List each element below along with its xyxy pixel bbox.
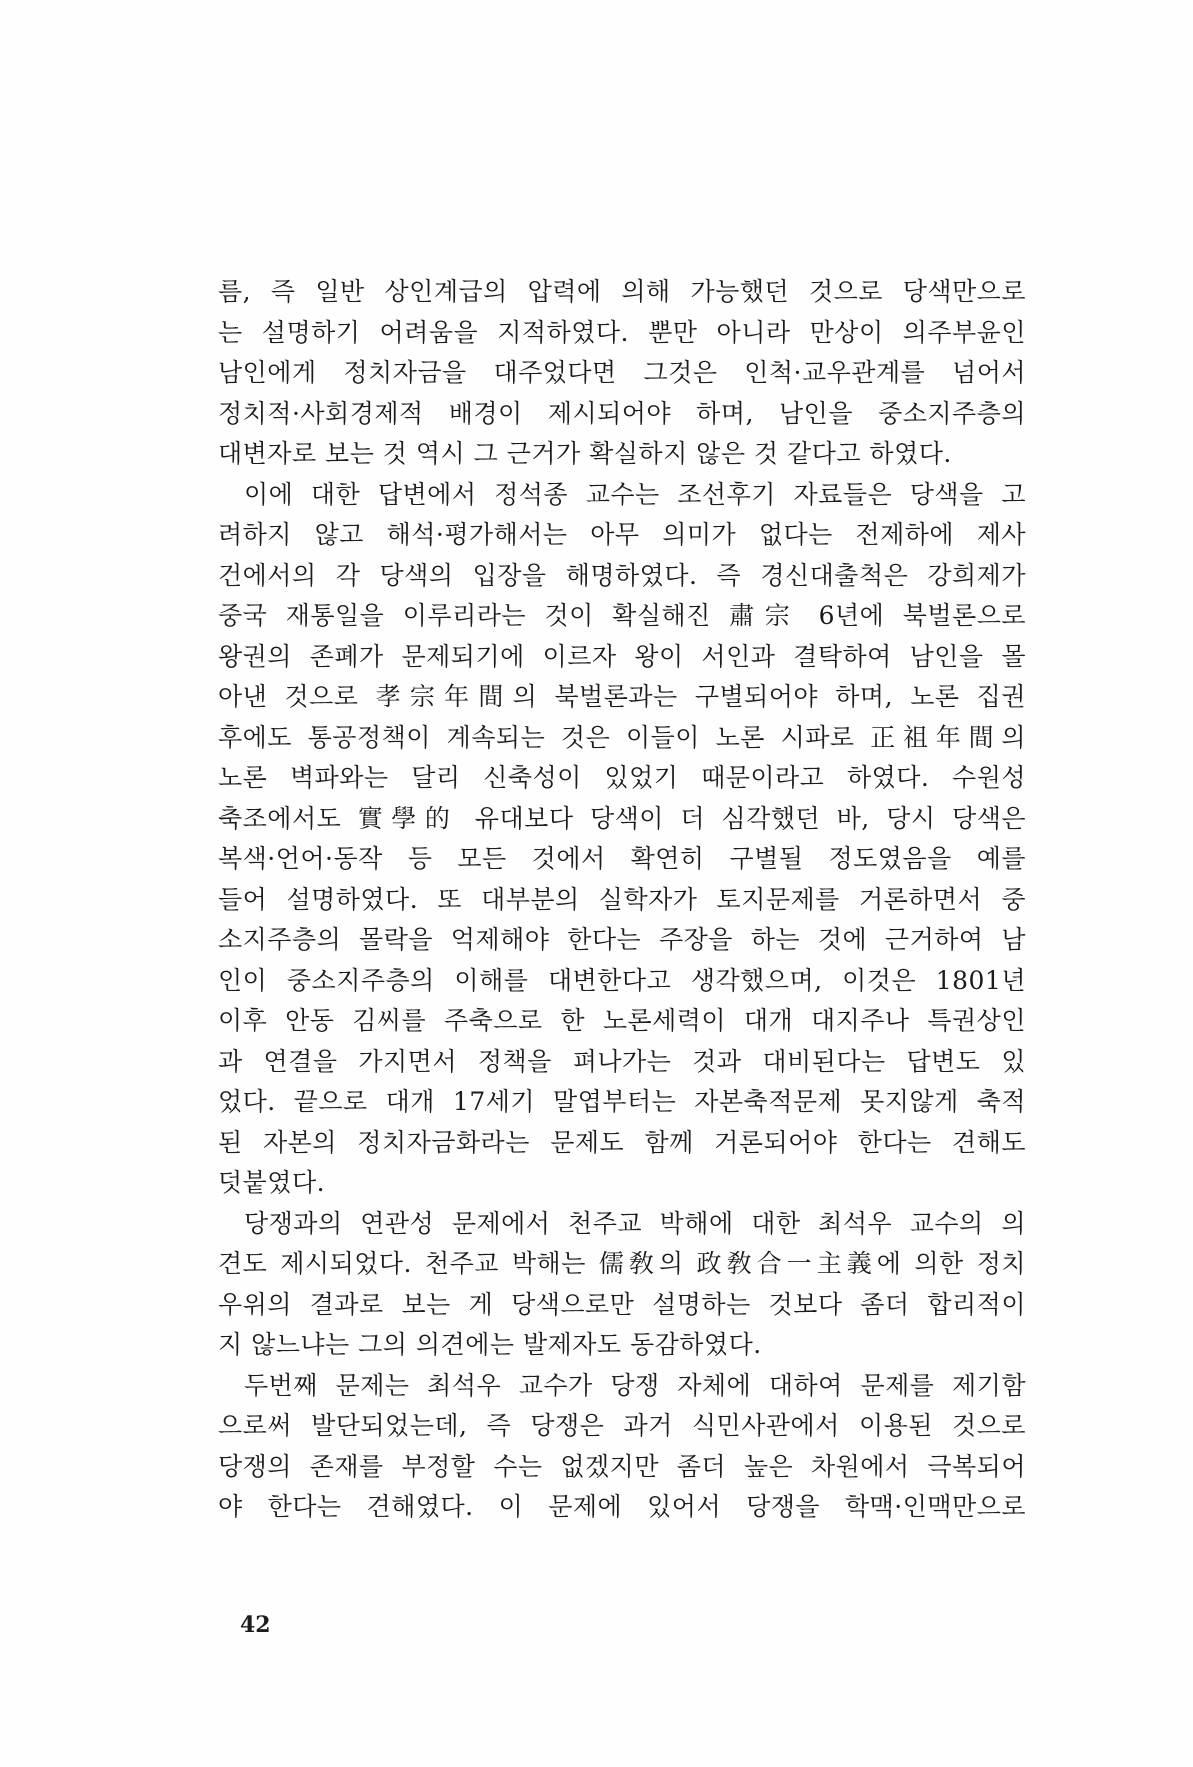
text-line: 남인에게 정치자금을 대주었다면 그것은 인척·교우관계를 넘어서 — [218, 358, 1026, 387]
text-line: 으로써 발단되었는데, 즉 당쟁은 과거 식민사관에서 이용된 것으로 — [218, 1411, 1026, 1440]
text-line: 덧붙였다. — [218, 1168, 326, 1197]
text-line: 노론 벽파와는 달리 신축성이 있었기 때문이라고 하였다. 수원성 — [218, 763, 1026, 792]
text-line: 우위의 결과로 보는 게 당색으로만 설명하는 것보다 좀더 합리적이 — [218, 1289, 1026, 1319]
text-line: 축조에서도 實學的 유대보다 당색이 더 심각했던 바, 당시 당색은 — [218, 803, 1026, 833]
text-line: 과 연결을 가지면서 정책을 펴나가는 것과 대비된다는 답변도 있 — [218, 1046, 1026, 1076]
text-line: 된 자본의 정치자금화라는 문제도 함께 거론되어야 한다는 견해도 — [218, 1127, 1026, 1157]
text-line: 지 않느냐는 그의 의견에는 발제자도 동감하였다. — [218, 1330, 762, 1359]
text-line: 당쟁의 존재를 부정할 수는 없겠지만 좀더 높은 차원에서 극복되어 — [218, 1451, 1026, 1481]
text-line: 야 한다는 견해였다. 이 문제에 있어서 당쟁을 학맥·인맥만으로 — [218, 1492, 1026, 1521]
body-text — [218, 272, 1026, 1528]
text-line: 당쟁과의 연관성 문제에서 천주교 박해에 대한 최석우 교수의 의 — [244, 1208, 1026, 1238]
text-line: 는 설명하기 어려움을 지적하였다. 뿐만 아니라 만상이 의주부윤인 — [218, 317, 1026, 347]
text-line: 름, 즉 일반 상인계급의 압력에 의해 가능했던 것으로 당색만으로 — [218, 277, 1026, 306]
text-line: 려하지 않고 해석·평가해서는 아무 의미가 없다는 전제하에 제사 — [218, 520, 1026, 549]
text-line: 건에서의 각 당색의 입장을 해명하였다. 즉 경신대출척은 강희제가 — [218, 560, 1026, 590]
text-line: 왕권의 존폐가 문제되기에 이르자 왕이 서인과 결탁하여 남인을 몰 — [218, 641, 1026, 671]
text-line: 견도 제시되었다. 천주교 박해는 儒敎의 政敎合一主義에 의한 정치 — [218, 1249, 1026, 1278]
text-line: 대변자로 보는 것 역시 그 근거가 확실하지 않은 것 같다고 하였다. — [218, 439, 952, 468]
text-line: 정치적·사회경제적 배경이 제시되어야 하며, 남인을 중소지주층의 — [218, 398, 1026, 428]
page-number: 42 — [240, 1612, 271, 1638]
text-line: 복색·언어·동작 등 모든 것에서 확연히 구별될 정도였음을 예를 — [218, 844, 1026, 873]
text-line: 인이 중소지주층의 이해를 대변한다고 생각했으며, 이것은 1801년 — [218, 965, 1026, 995]
text-line: 었다. 끝으로 대개 17세기 말엽부터는 자본축적문제 못지않게 축적 — [218, 1087, 1026, 1116]
text-line: 이후 안동 김씨를 주축으로 한 노론세력이 대개 대지주나 특권상인 — [218, 1006, 1026, 1035]
text-line: 아낸 것으로 孝宗年間의 북벌론과는 구별되어야 하며, 노론 집권 — [218, 682, 1026, 711]
text-line: 소지주층의 몰락을 억제해야 한다는 주장을 하는 것에 근거하여 남 — [218, 925, 1026, 954]
text-line: 이에 대한 답변에서 정석종 교수는 조선후기 자료들은 당색을 고 — [244, 479, 1026, 509]
text-line: 중국 재통일을 이루리라는 것이 확실해진 肅宗 6년에 북벌론으로 — [218, 601, 1026, 630]
text-line: 후에도 통공정책이 계속되는 것은 이들이 노론 시파로 正祖年間의 — [218, 722, 1026, 752]
text-line: 들어 설명하였다. 또 대부분의 실학자가 토지문제를 거론하면서 중 — [218, 884, 1026, 914]
text-line: 두번째 문제는 최석우 교수가 당쟁 자체에 대하여 문제를 제기함 — [244, 1370, 1026, 1400]
